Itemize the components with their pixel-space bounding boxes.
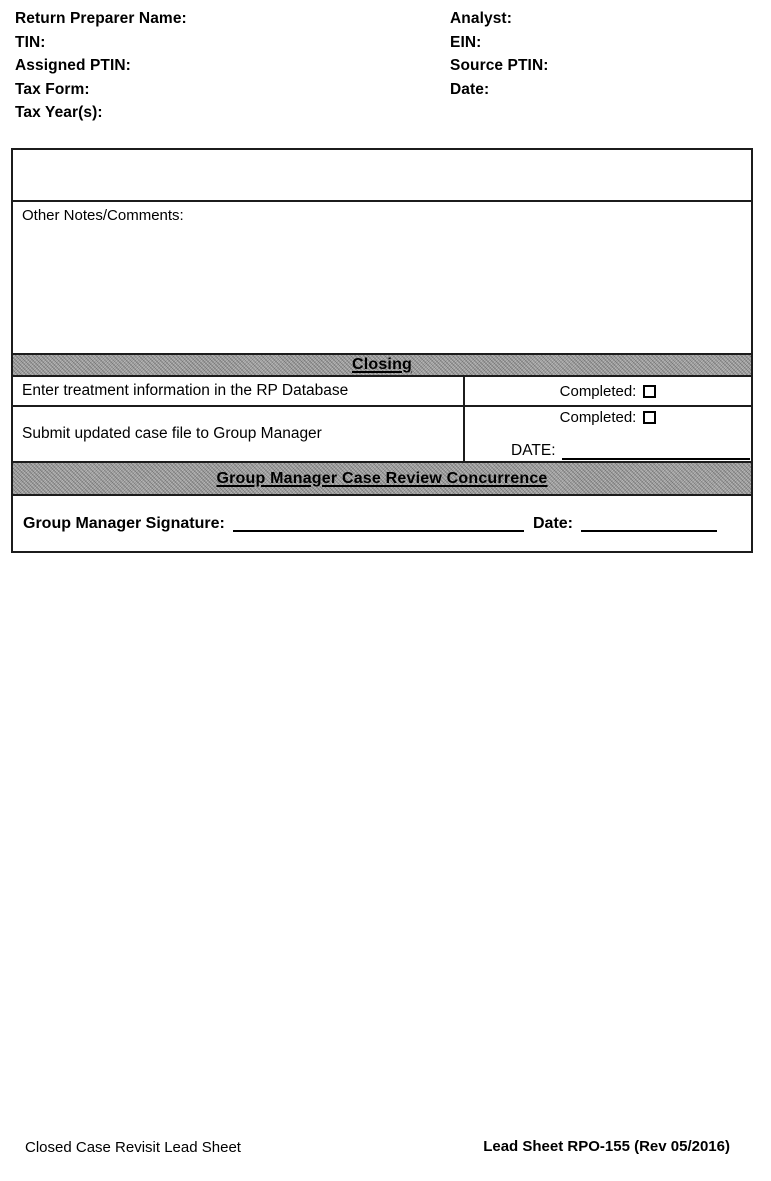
other-notes-label: Other Notes/Comments: [22, 207, 184, 224]
signature-row [13, 496, 751, 551]
completed-label: Completed: [559, 382, 637, 400]
lead-sheet-table [11, 148, 753, 553]
task-description-cell [13, 407, 465, 461]
blank-top-cell [13, 150, 751, 202]
analyst-label: Analyst: [450, 10, 512, 27]
completed-label: Completed: [559, 409, 637, 426]
tax-form-label: Tax Form: [15, 80, 90, 98]
table-row [13, 407, 751, 463]
concurrence-section-bar [13, 463, 751, 496]
other-notes-cell [13, 202, 751, 355]
header-right-column [450, 7, 549, 101]
signature-fill-line[interactable] [233, 515, 524, 532]
signature-date-label: Date: [532, 514, 573, 532]
ein-label: EIN: [450, 33, 482, 51]
signature-date-fill-line[interactable] [581, 515, 717, 532]
rp-database-completed-checkbox[interactable] [643, 385, 656, 398]
closing-section-bar [13, 355, 751, 377]
group-manager-signature-label: Group Manager Signature: [23, 514, 225, 532]
task-description-cell [13, 377, 465, 405]
table-row [13, 377, 751, 407]
closing-section-title: Closing [351, 356, 413, 373]
date-label: Date: [450, 80, 490, 98]
tin-label: TIN: [15, 33, 46, 51]
task-status-cell [465, 377, 751, 405]
task-label: Submit updated case file to Group Manager [22, 425, 322, 442]
header-left-column [15, 7, 187, 125]
source-ptin-label: Source PTIN: [450, 57, 549, 74]
return-preparer-name-label: Return Preparer Name: [15, 10, 187, 27]
concurrence-section-title: Group Manager Case Review Concurrence [216, 469, 548, 487]
date-line [465, 442, 751, 461]
case-file-completed-checkbox[interactable] [643, 411, 656, 424]
assigned-ptin-label: Assigned PTIN: [15, 57, 131, 74]
footer-form-number: Lead Sheet RPO-155 (Rev 05/2016) [483, 1138, 730, 1155]
completed-line [465, 409, 751, 426]
footer-document-title: Closed Case Revisit Lead Sheet [25, 1139, 241, 1156]
date-caps-label: DATE: [511, 442, 556, 459]
date-fill-line[interactable] [562, 445, 750, 460]
task-label: Enter treatment information in the RP Database [22, 382, 349, 399]
completed-line [560, 383, 657, 400]
tax-years-label: Tax Year(s): [15, 104, 103, 121]
task-status-cell [465, 407, 751, 461]
